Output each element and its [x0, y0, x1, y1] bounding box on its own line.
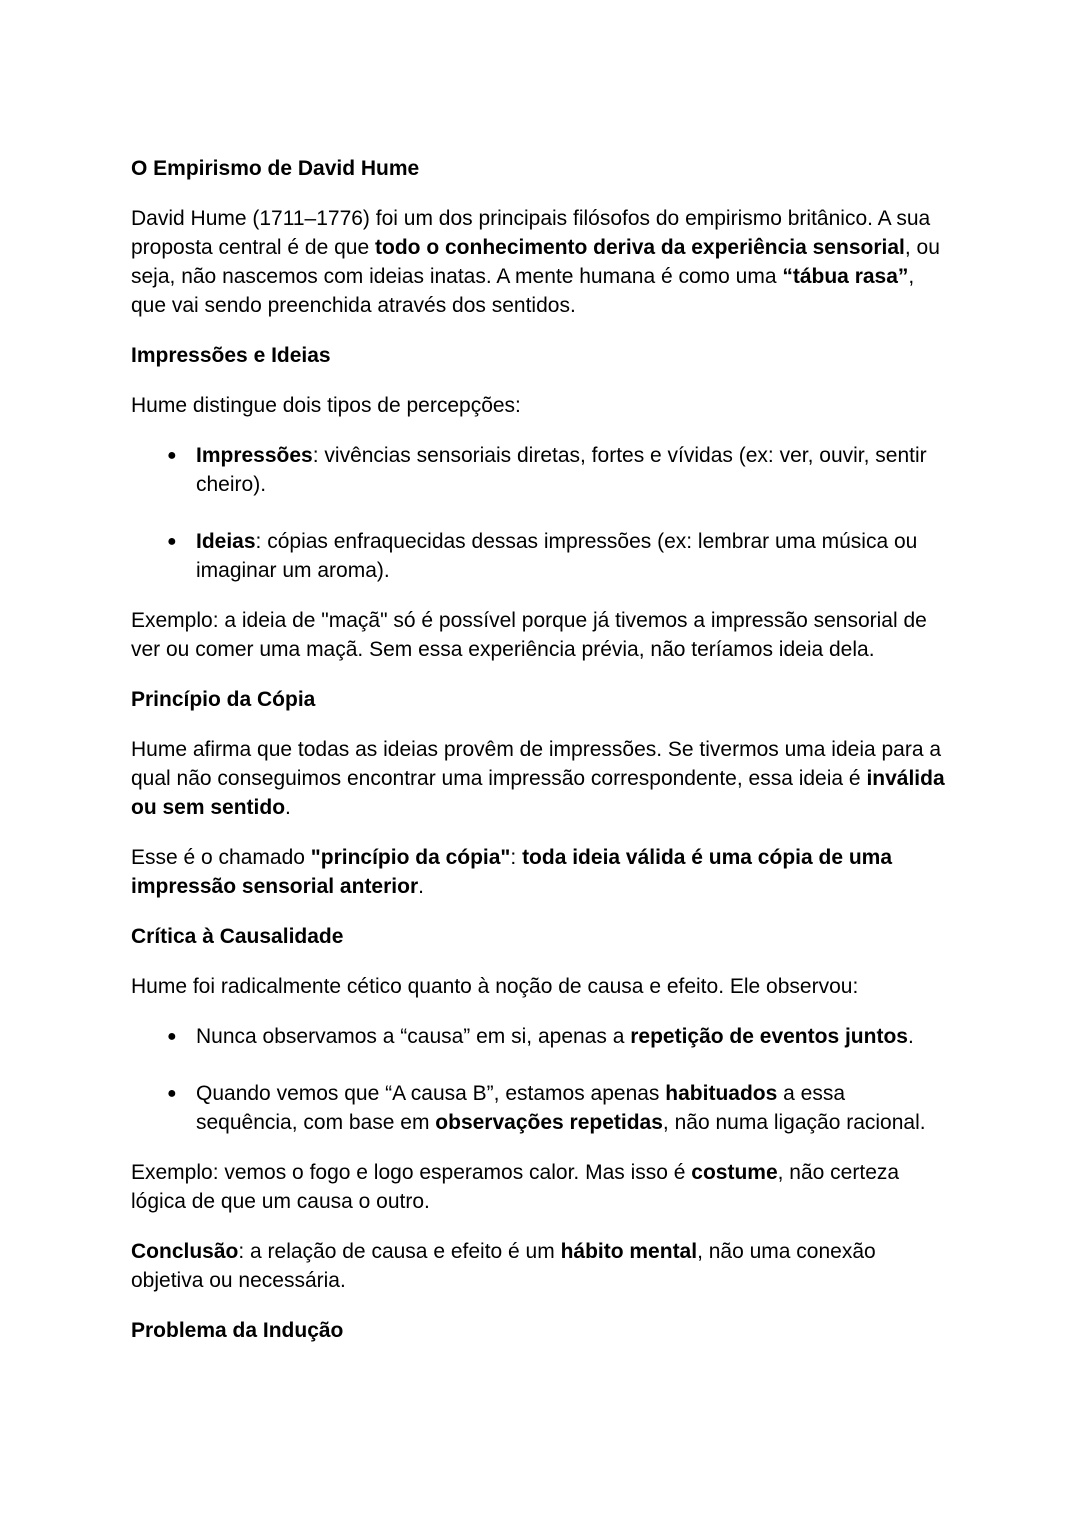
paragraph-text: , não uma conexão objetiva ou necessária. — [131, 1240, 876, 1292]
bold-conclusion-label: Conclusão — [131, 1240, 239, 1263]
impressions-example: Exemplo: a ideia de "maçã" só é possível porque já tivemos a impressão sensorial de ver ou comer uma maçã. Sem essa experiência prévia, não teríamos ideia dela. — [131, 609, 927, 661]
list-text: Quando vemos que “A causa B”, estamos apenas — [196, 1082, 666, 1105]
copy-principle-paragraph-1 — [131, 735, 951, 822]
causality-list — [131, 1022, 951, 1137]
list-text: . — [907, 1025, 914, 1048]
bullet-icon: ● — [167, 533, 177, 550]
bullet-icon: ● — [167, 447, 177, 464]
intro-bold-tabula-rasa: “tábua rasa” — [782, 265, 909, 288]
intro-text: David Hume (1711–1776) foi um dos principais filósofos do empirismo britânico. A sua proposta central é de que — [131, 207, 931, 259]
causality-example — [131, 1158, 951, 1216]
list-text: Nunca observamos a “causa” em si, apenas a — [196, 1025, 631, 1048]
impressions-lead: Hume distingue dois tipos de percepções: — [131, 394, 521, 417]
list-item — [131, 441, 951, 499]
term-definition: : vivências sensoriais diretas, fortes e vívidas (ex: ver, ouvir, sentir cheiro). — [196, 444, 927, 496]
intro-paragraph — [131, 204, 951, 320]
impressions-list — [131, 441, 951, 585]
paragraph-text: : — [510, 846, 523, 869]
intro-text: , que vai sendo preenchida através dos sentidos. — [131, 265, 915, 317]
list-text: , não numa ligação racional. — [662, 1111, 926, 1134]
causality-conclusion — [131, 1237, 951, 1295]
term-impressions: Impressões — [196, 444, 313, 467]
term-ideas: Ideias — [196, 530, 256, 553]
document-title: O Empirismo de David Hume — [131, 157, 420, 180]
section-heading-copy-principle: Princípio da Cópia — [131, 688, 316, 711]
bullet-icon: ● — [167, 1085, 177, 1102]
document-page — [131, 154, 951, 1366]
paragraph-text: Esse é o chamado — [131, 846, 311, 869]
paragraph-text: Hume afirma que todas as ideias provêm de impressões. Se tivermos uma ideia para a qual não conseguimos encontrar uma impressão correspondente, essa ideia é — [131, 738, 942, 790]
list-item — [131, 1079, 951, 1137]
section-heading-causality: Crítica à Causalidade — [131, 925, 344, 948]
section-heading-impressions: Impressões e Ideias — [131, 344, 331, 367]
bold-invalid: inválida ou sem sentido — [131, 767, 945, 819]
paragraph-text: . — [418, 875, 424, 898]
bold-mental-habit: hábito mental — [560, 1240, 698, 1263]
causality-lead: Hume foi radicalmente cético quanto à noção de causa e efeito. Ele observou: — [131, 975, 859, 998]
paragraph-text: . — [285, 796, 291, 819]
paragraph-text: : a relação de causa e efeito é um — [238, 1240, 561, 1263]
bold-valid-idea: toda ideia válida é uma cópia de uma impressão sensorial anterior — [131, 846, 893, 898]
paragraph-text: , não certeza lógica de que um causa o outro. — [131, 1161, 900, 1213]
intro-bold-knowledge: todo o conhecimento deriva da experiência sensorial — [375, 236, 905, 259]
intro-text: , ou seja, não nascemos com ideias inatas. A mente humana é como uma — [131, 236, 940, 288]
bold-repeated-observations: observações repetidas — [435, 1111, 663, 1134]
bullet-icon: ● — [167, 1028, 177, 1045]
list-item — [131, 527, 951, 585]
list-text: a essa sequência, com base em — [196, 1082, 846, 1134]
list-item — [131, 1022, 951, 1051]
copy-principle-paragraph-2 — [131, 843, 951, 901]
paragraph-text: Exemplo: vemos o fogo e logo esperamos calor. Mas isso é — [131, 1161, 692, 1184]
section-heading-induction: Problema da Indução — [131, 1319, 344, 1342]
bold-copy-principle: "princípio da cópia" — [310, 846, 511, 869]
bold-repetition: repetição de eventos juntos — [630, 1025, 908, 1048]
bold-habituated: habituados — [665, 1082, 778, 1105]
term-definition: : cópias enfraquecidas dessas impressões (ex: lembrar uma música ou imaginar um aroma). — [196, 530, 918, 582]
bold-custom: costume — [691, 1161, 778, 1184]
